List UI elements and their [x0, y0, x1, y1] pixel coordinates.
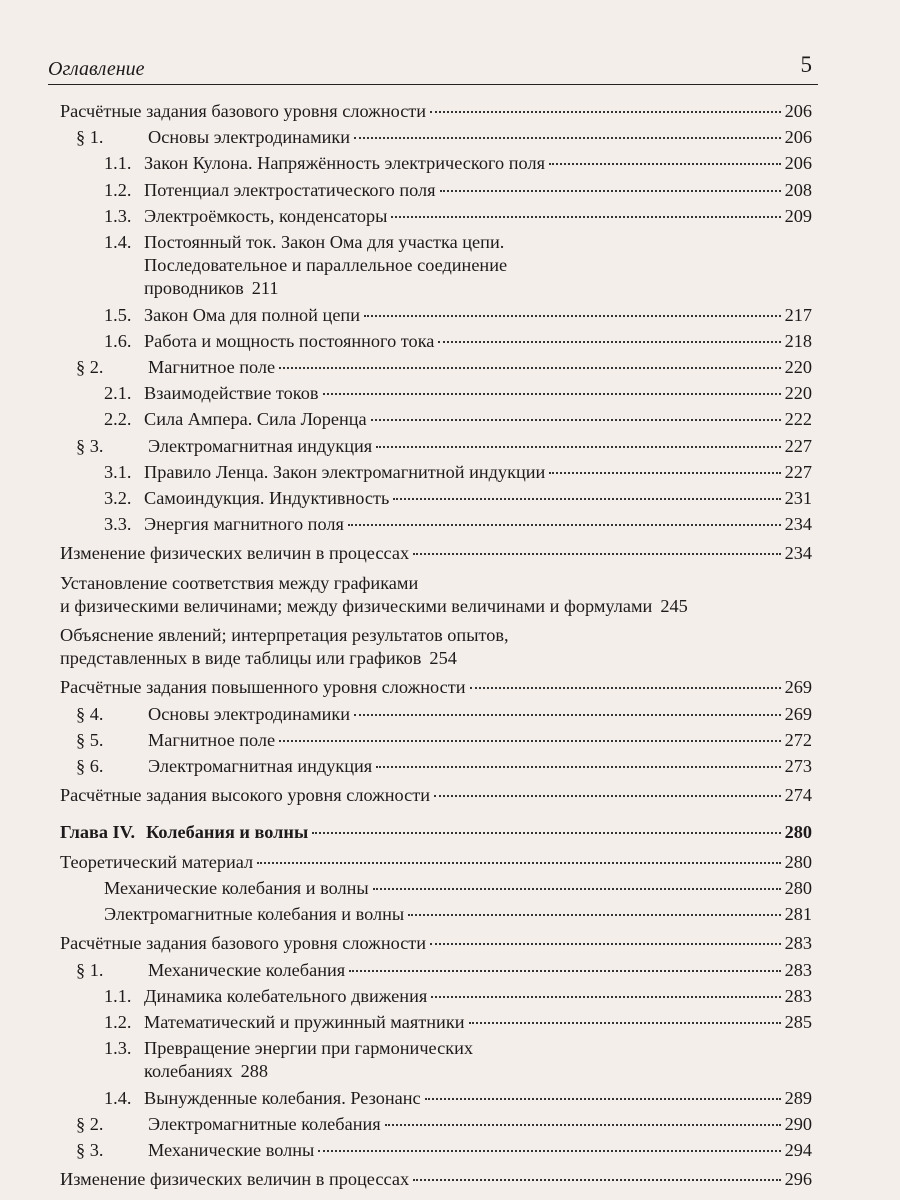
toc-page-number: 288: [240, 1061, 269, 1082]
dot-leader: [431, 996, 780, 998]
toc-line: [104, 205, 812, 228]
toc-page-number: 294: [784, 1139, 812, 1160]
toc-entry-title: Математический и пружинный маятники: [144, 1011, 465, 1032]
toc-line: [104, 461, 812, 484]
toc-line: [74, 356, 812, 379]
toc-entry: [60, 100, 812, 123]
toc-line: [104, 487, 812, 510]
toc-entry: [60, 985, 812, 1008]
toc-entry-number: § 6.: [76, 756, 104, 777]
toc-line: [104, 231, 812, 254]
dot-leader: [425, 1098, 781, 1100]
toc-page-number: 206: [784, 127, 812, 148]
toc-entry-title: Основы электродинамики: [148, 703, 351, 724]
toc-entry: [60, 435, 812, 458]
dot-leader: [549, 163, 781, 165]
toc-entry: [60, 513, 812, 536]
toc-line: [74, 126, 812, 149]
toc-line: [60, 932, 812, 955]
dot-leader: [413, 553, 780, 555]
toc-entry-title: Объяснение явлений; интерпретация результатов опытов,: [60, 625, 509, 646]
dot-leader: [376, 766, 780, 768]
toc-entry: [60, 1037, 812, 1083]
toc-entry-title: Механические волны: [148, 1139, 315, 1160]
toc-page-number: 234: [784, 543, 812, 564]
dot-leader: [440, 190, 781, 192]
toc-line: [104, 179, 812, 202]
dot-leader: [393, 498, 780, 500]
toc-entry-title-continued: Последовательное и параллельное соединение: [144, 255, 508, 276]
toc-page-number: 209: [784, 205, 812, 226]
toc-entry: [60, 703, 812, 726]
toc-line: [60, 624, 812, 647]
toc-page-number: 227: [784, 461, 812, 482]
toc-line: [60, 851, 812, 874]
toc-entry-number: § 5.: [76, 729, 104, 750]
dot-leader: [257, 862, 780, 864]
toc-line: [60, 542, 812, 565]
toc-page-number: 220: [784, 383, 812, 404]
dot-leader: [348, 524, 781, 526]
toc-entry: [60, 959, 812, 982]
toc-entry-title: Теоретический материал: [60, 851, 254, 872]
toc-line: [104, 304, 812, 327]
toc-line: [104, 330, 812, 353]
toc-entry-number: 1.4.: [104, 1087, 132, 1108]
toc-line: [60, 647, 812, 670]
toc-page-number: 222: [784, 409, 812, 430]
toc-entry-title: Изменение физических величин в процессах: [60, 1169, 410, 1190]
toc-line: [60, 784, 812, 807]
toc-entry: [60, 624, 812, 670]
toc-entry: [60, 382, 812, 405]
toc-page-number: 245: [660, 595, 688, 616]
toc-page-number: 206: [784, 101, 812, 121]
toc-entry: [60, 330, 812, 353]
toc-entry: [60, 755, 812, 778]
toc-entry-title: Колебания и волны: [146, 822, 309, 843]
toc-entry-title: Расчётные задания повышенного уровня сложности: [60, 677, 466, 698]
toc-entry-title: Магнитное поле: [148, 729, 276, 750]
dot-leader: [549, 472, 780, 474]
toc-entry-title: Механические колебания и волны: [104, 877, 369, 898]
toc-entry-title: Установление соответствия между графиками: [60, 572, 419, 593]
toc-page-number: 296: [784, 1169, 812, 1190]
toc-entry: [60, 1087, 812, 1110]
toc-entry-number: § 3.: [76, 435, 104, 456]
toc-entry-title: Потенциал электростатического поля: [144, 179, 436, 200]
toc-entry-number: 3.3.: [104, 514, 132, 535]
toc-entry-number: § 3.: [76, 1139, 104, 1160]
toc-entry-number: § 1.: [76, 959, 104, 980]
toc-entry-title: Динамика колебательного движения: [144, 985, 428, 1006]
toc-entry: [60, 231, 812, 301]
toc-entry: [60, 205, 812, 228]
dot-leader: [279, 740, 780, 742]
toc-entry-number: 3.2.: [104, 488, 132, 509]
toc-page-number: 234: [784, 514, 812, 535]
toc-entry-number: 1.2.: [104, 179, 132, 200]
toc-page-number: 274: [784, 785, 812, 806]
toc-entry-number: Глава IV.: [60, 822, 136, 843]
dot-leader: [430, 943, 780, 945]
toc-entry-title: Закон Ома для полной цепи: [144, 304, 361, 325]
toc-entry-title: Постоянный ток. Закон Ома для участка цепи.: [144, 232, 505, 253]
toc-page-number: 289: [784, 1087, 812, 1108]
toc-page-number: 283: [784, 959, 812, 980]
toc-entry: [60, 356, 812, 379]
toc-entry-title: Электромагнитная индукция: [148, 756, 373, 777]
toc-entry: [60, 572, 812, 618]
toc-line: [104, 903, 812, 926]
toc-page-number: 208: [784, 179, 812, 200]
dot-leader: [279, 367, 780, 369]
dot-leader: [373, 888, 781, 890]
dot-leader: [434, 795, 781, 797]
toc-line: [74, 729, 812, 752]
toc-entry-title: Превращение энергии при гармонических: [144, 1038, 474, 1059]
toc-line: [104, 985, 812, 1008]
toc-line: [60, 572, 812, 595]
toc-line: [60, 676, 812, 699]
toc-entry-title: Взаимодействие токов: [144, 383, 319, 404]
toc-entry-title: Работа и мощность постоянного тока: [144, 330, 435, 351]
toc-entry-title-continued: колебаниях: [144, 1061, 233, 1082]
dot-leader: [469, 1022, 781, 1024]
toc-entry: [60, 877, 812, 900]
toc-entry-number: § 4.: [76, 703, 104, 724]
running-head-title: Оглавление: [48, 58, 145, 80]
toc-entry-title-continued: представленных в виде таблицы или графиков: [60, 648, 422, 669]
toc-entry-number: 1.1.: [104, 985, 132, 1006]
toc-entry-number: § 2.: [76, 357, 104, 378]
toc-line: [104, 277, 812, 300]
toc-line: [74, 959, 812, 982]
toc-page-number: 283: [784, 985, 812, 1006]
toc-entry: [60, 784, 812, 807]
dot-leader: [312, 832, 780, 834]
toc-entry-title: Закон Кулона. Напряжённость электрического поля: [144, 153, 545, 174]
toc-entry: [60, 1011, 812, 1034]
toc-line: [74, 703, 812, 726]
toc-entry: [60, 461, 812, 484]
toc-entry: [60, 408, 812, 431]
toc-entry: [60, 304, 812, 327]
toc-line: [60, 100, 812, 123]
toc-page-number: 231: [784, 488, 812, 509]
toc-page-number: 220: [784, 357, 812, 378]
toc-entry-number: 2.1.: [104, 383, 132, 404]
toc-page-number: 283: [784, 933, 812, 954]
toc-page-number: 273: [784, 756, 812, 777]
spacer: [60, 807, 812, 821]
toc-page-number: 227: [784, 435, 812, 456]
toc-line: [104, 1060, 812, 1083]
toc-entry: [60, 179, 812, 202]
dot-leader: [323, 393, 781, 395]
toc-entry: [60, 487, 812, 510]
toc-entry: [60, 903, 812, 926]
toc-page-number: 269: [784, 677, 812, 698]
page-header: [48, 52, 818, 85]
toc-page-number: 218: [784, 330, 812, 351]
toc-line: [60, 1168, 812, 1191]
toc-line: [104, 513, 812, 536]
toc-entry: [60, 1113, 812, 1136]
toc-entry: [60, 676, 812, 699]
toc-entry-title: Сила Ампера. Сила Лоренца: [144, 409, 367, 430]
toc-entry-title: Самоиндукция. Индуктивность: [144, 488, 390, 509]
dot-leader: [376, 446, 780, 448]
dot-leader: [430, 111, 780, 113]
toc-page-number: 269: [784, 703, 812, 724]
toc-entry-number: 1.6.: [104, 330, 132, 351]
toc-entry-title: Электромагнитная индукция: [148, 435, 373, 456]
dot-leader: [354, 714, 780, 716]
toc-entry: [60, 152, 812, 175]
toc-entry-title: Механические колебания: [148, 959, 346, 980]
dot-leader: [354, 137, 780, 139]
toc-page-number: 272: [784, 729, 812, 750]
dot-leader: [438, 341, 780, 343]
toc-entry-title: Вынужденные колебания. Резонанс: [144, 1087, 421, 1108]
toc-page-number: 285: [784, 1011, 812, 1032]
toc-line: [74, 1113, 812, 1136]
toc-entry-title: Электроёмкость, конденсаторы: [144, 205, 388, 226]
toc-entry: [60, 821, 812, 844]
toc-entry-title: Правило Ленца. Закон электромагнитной индукции: [144, 461, 546, 482]
toc-entry: [60, 851, 812, 874]
toc-line: [104, 1087, 812, 1110]
toc-page-number: 211: [251, 278, 279, 299]
dot-leader: [470, 687, 781, 689]
toc-entry-title: Расчётные задания базового уровня сложности: [60, 933, 427, 954]
toc-line: [104, 877, 812, 900]
dot-leader: [413, 1179, 780, 1181]
toc-entry-number: 1.3.: [104, 1038, 132, 1059]
toc-entry: [60, 1168, 812, 1191]
toc-entry: [60, 542, 812, 565]
toc-line: [104, 1011, 812, 1034]
dot-leader: [364, 315, 781, 317]
toc-entry-title-continued: проводников: [144, 278, 244, 299]
toc-page-number: 280: [784, 877, 812, 898]
toc-line: [104, 382, 812, 405]
toc-entry-number: § 1.: [76, 127, 104, 148]
toc-entry-number: § 2.: [76, 1113, 104, 1134]
toc-entry: [60, 1139, 812, 1162]
toc-line: [74, 1139, 812, 1162]
toc-entry-number: 2.2.: [104, 409, 132, 430]
dot-leader: [349, 970, 780, 972]
toc-entry-title: Расчётные задания высокого уровня сложности: [60, 785, 431, 806]
dot-leader: [385, 1124, 781, 1126]
toc-entry: [60, 126, 812, 149]
dot-leader: [408, 914, 780, 916]
toc-entry: [60, 932, 812, 955]
toc-line: [60, 821, 812, 844]
toc-entry-number: 1.4.: [104, 232, 132, 253]
dot-leader: [371, 419, 781, 421]
toc-line: [74, 435, 812, 458]
toc-page-number: 280: [784, 822, 812, 843]
table-of-contents: [60, 100, 812, 1191]
toc-page-number: 281: [784, 904, 812, 925]
toc-page-number: 206: [784, 153, 812, 174]
toc-entry-title: Электромагнитные колебания и волны: [104, 904, 405, 925]
toc-entry-title: Расчётные задания базового уровня сложности: [60, 101, 427, 121]
toc-entry-title: Магнитное поле: [148, 357, 276, 378]
toc-line: [60, 595, 812, 618]
toc-entry-number: 1.2.: [104, 1011, 132, 1032]
toc-entry-title: Основы электродинамики: [148, 127, 351, 148]
toc-line: [74, 755, 812, 778]
toc-entry-number: 1.3.: [104, 205, 132, 226]
toc-page-number: 290: [784, 1113, 812, 1134]
toc-entry: [60, 729, 812, 752]
toc-entry-title: Электромагнитные колебания: [148, 1113, 381, 1134]
toc-line: [104, 1037, 812, 1060]
toc-page-number: 280: [784, 851, 812, 872]
toc-entry-number: 1.1.: [104, 153, 132, 174]
page-number: 5: [800, 52, 812, 77]
toc-entry-title-continued: и физическими величинами; между физическими величинами и формулами: [60, 595, 653, 616]
toc-page-number: 254: [429, 648, 457, 669]
toc-line: [104, 408, 812, 431]
toc-entry-number: 3.1.: [104, 461, 132, 482]
toc-line: [104, 152, 812, 175]
toc-entry-title: Энергия магнитного поля: [144, 514, 344, 535]
dot-leader: [391, 216, 780, 218]
toc-entry-title: Изменение физических величин в процессах: [60, 543, 410, 564]
dot-leader: [318, 1150, 780, 1152]
toc-page-number: 217: [784, 304, 812, 325]
toc-entry-number: 1.5.: [104, 304, 132, 325]
